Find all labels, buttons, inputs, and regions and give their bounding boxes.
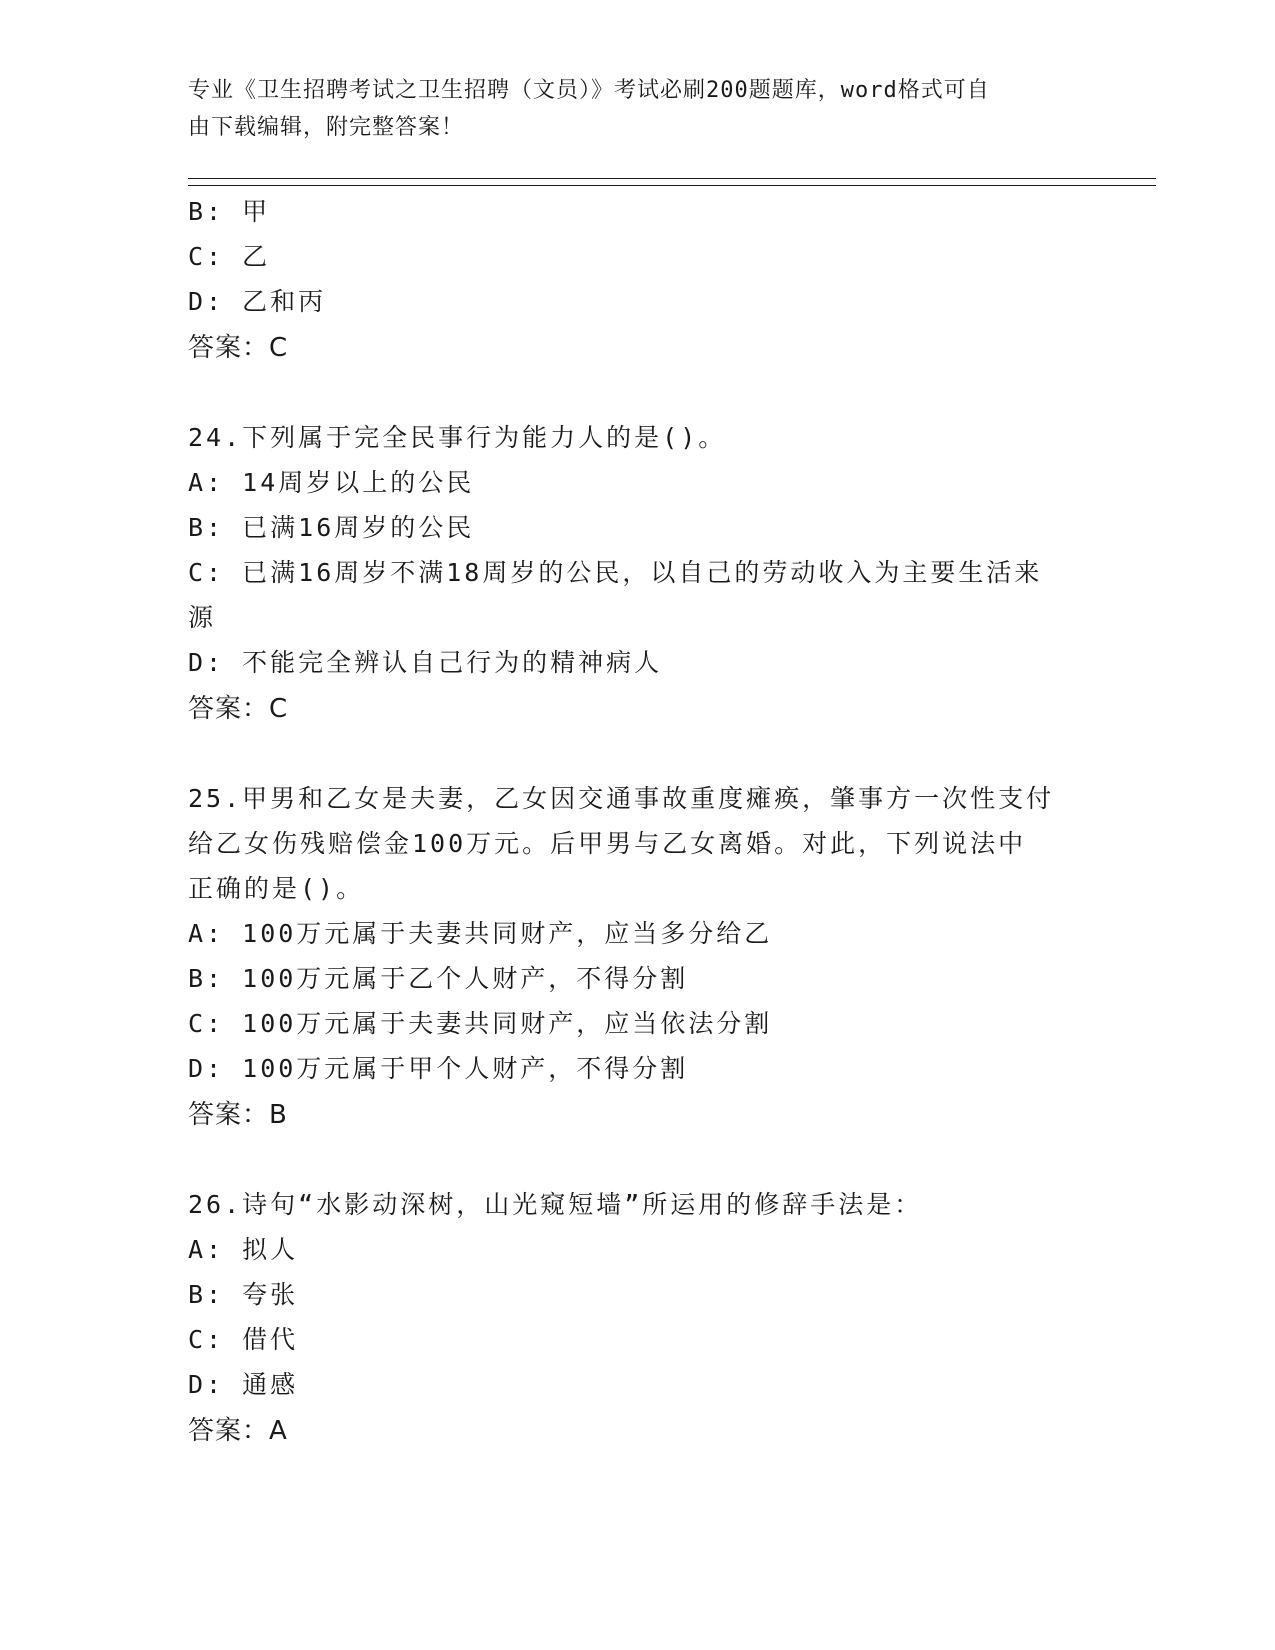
- q25-answer: 答案：B: [188, 1100, 288, 1130]
- q24-answer: 答案：C: [188, 694, 289, 724]
- q25-option-a: A: 100万元属于夫妻共同财产，应当多分给乙: [188, 919, 773, 948]
- q25-stem-line-1: 25.甲男和乙女是夫妻，乙女因交通事故重度瘫痪，肇事方一次性支付: [188, 784, 1055, 813]
- q24-option-c-line-1: C: 已满16周岁不满18周岁的公民，以自己的劳动收入为主要生活来: [188, 558, 1043, 587]
- q26-option-b: B: 夸张: [188, 1280, 299, 1309]
- q25-stem-line-3: 正确的是()。: [188, 874, 365, 903]
- q26-option-c: C: 借代: [188, 1325, 299, 1354]
- q23-option-b: B: 甲: [188, 197, 271, 226]
- q24-stem: 24.下列属于完全民事行为能力人的是()。: [188, 423, 727, 452]
- q23-option-d: D: 乙和丙: [188, 287, 327, 316]
- q23-answer: 答案：C: [188, 333, 289, 363]
- header-line-1: 专业《卫生招聘考试之卫生招聘（文员）》考试必刷200题题库，word格式可自: [188, 78, 990, 103]
- q25-stem-line-2: 给乙女伤残赔偿金100万元。后甲男与乙女离婚。对此，下列说法中: [188, 829, 1027, 858]
- q26-option-a: A: 拟人: [188, 1235, 299, 1264]
- header-line-2: 由下载编辑，附完整答案！: [188, 115, 465, 140]
- q24-option-d: D: 不能完全辨认自己行为的精神病人: [188, 648, 663, 677]
- q23-option-c: C: 乙: [188, 242, 271, 271]
- q24-option-b: B: 已满16周岁的公民: [188, 513, 475, 542]
- q26-answer: 答案：A: [188, 1416, 288, 1446]
- document-header: [188, 72, 1088, 146]
- q25-option-b: B: 100万元属于乙个人财产，不得分割: [188, 964, 689, 993]
- q26-stem: 26.诗句“水影动深树，山光窥短墙”所运用的修辞手法是：: [188, 1190, 923, 1219]
- q24-option-c-line-2: 源: [188, 603, 217, 632]
- header-divider: [188, 178, 1156, 186]
- q25-option-c: C: 100万元属于夫妻共同财产，应当依法分割: [188, 1009, 773, 1038]
- q26-option-d: D: 通感: [188, 1370, 299, 1399]
- q25-option-d: D: 100万元属于甲个人财产，不得分割: [188, 1054, 689, 1083]
- q24-option-a: A: 14周岁以上的公民: [188, 468, 475, 497]
